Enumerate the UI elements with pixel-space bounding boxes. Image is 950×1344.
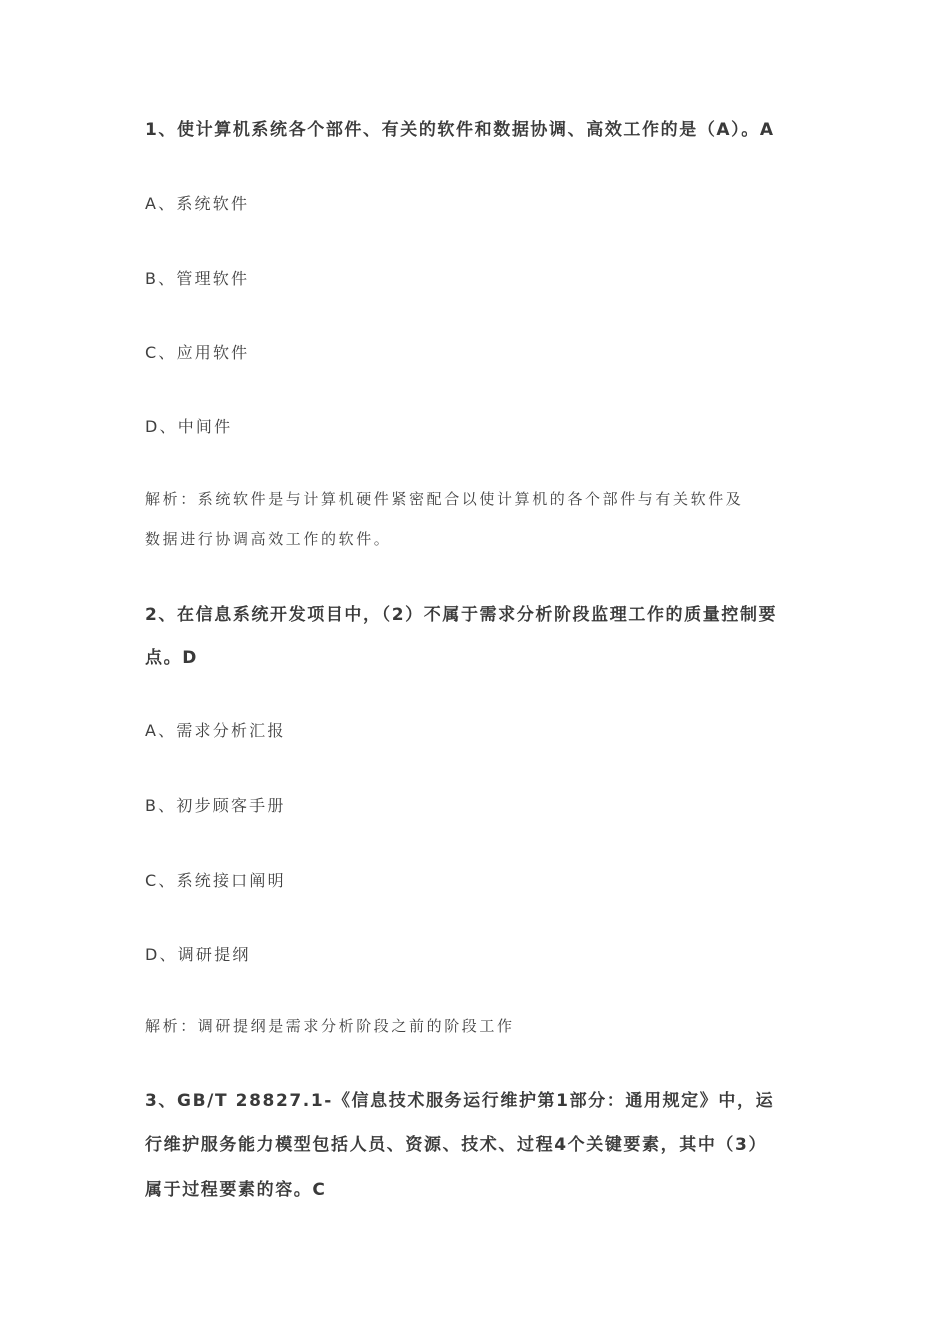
question-1-option-d: D、中间件: [145, 417, 233, 436]
question-1-option-a: A、系统软件: [145, 194, 250, 213]
question-2-option-c: C、系统接口阐明: [145, 871, 286, 890]
question-1-option-c: C、应用软件: [145, 343, 250, 362]
question-2-explanation: 解析：调研提纲是需求分析阶段之前的阶段工作: [145, 1017, 515, 1035]
question-2-option-b: B、初步顾客手册: [145, 796, 286, 815]
question-1-explanation-line-1: 解析：系统软件是与计算机硬件紧密配合以使计算机的各个部件与有关软件及: [145, 490, 744, 508]
question-1-option-b: B、管理软件: [145, 269, 250, 288]
question-2-option-a: A、需求分析汇报: [145, 721, 286, 740]
question-3-text-line-1: 3、GB/T 28827.1-《信息技术服务运行维护第1部分：通用规定》中，运: [145, 1091, 775, 1111]
question-3-text-line-3: 属于过程要素的容。C: [145, 1180, 327, 1200]
question-3-text-line-2: 行维护服务能力模型包括人员、资源、技术、过程4个关键要素，其中（3）: [145, 1135, 768, 1155]
question-1-text: 1、使计算机系统各个部件、有关的软件和数据协调、高效工作的是（A）。A: [145, 120, 775, 140]
question-2-option-d: D、调研提纲: [145, 945, 251, 964]
question-2-text-line-2: 点。D: [145, 648, 198, 668]
question-1-explanation-line-2: 数据进行协调高效工作的软件。: [145, 530, 392, 548]
question-2-text-line-1: 2、在信息系统开发项目中，（2）不属于需求分析阶段监理工作的质量控制要: [145, 605, 778, 625]
